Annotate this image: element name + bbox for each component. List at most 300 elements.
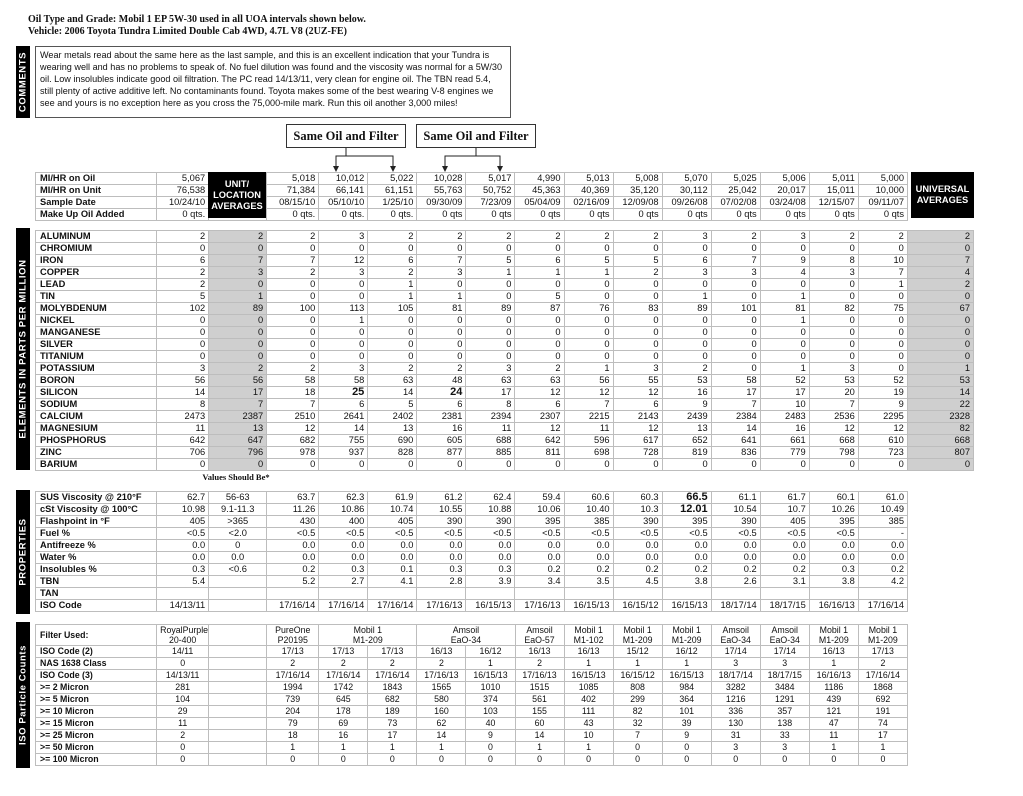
history-value: 105 — [368, 303, 417, 315]
history-value: 3 — [809, 267, 858, 279]
history-value: 819 — [662, 447, 711, 459]
history-value: 1 — [662, 291, 711, 303]
current-value: 0 — [157, 327, 209, 339]
history-value: 641 — [711, 435, 760, 447]
property-label: Flashpoint in °F — [36, 516, 157, 528]
history-value: 0 qts — [515, 209, 564, 221]
history-value: 0 — [368, 327, 417, 339]
history-value: 0.0 — [515, 552, 564, 564]
history-value: 1 — [809, 658, 858, 670]
history-value: 09/11/07 — [858, 197, 907, 209]
universal-average: 807 — [907, 447, 973, 459]
info-table — [35, 172, 908, 221]
history-value: 81 — [760, 303, 809, 315]
values-should-be: <0.6 — [209, 564, 267, 576]
history-value: 3.5 — [564, 576, 613, 588]
history-value: 17/13 — [858, 646, 907, 658]
history-value: 7 — [858, 267, 907, 279]
history-value — [711, 588, 760, 600]
history-value: 0 — [564, 279, 613, 291]
history-value: 0 — [319, 291, 368, 303]
current-value: 102 — [157, 303, 209, 315]
history-value: 0 — [466, 327, 515, 339]
history-value: 10.26 — [809, 504, 858, 516]
history-value: 16/15/13 — [564, 600, 613, 612]
particle-label: >= 50 Micron — [36, 742, 157, 754]
history-value: 76 — [564, 303, 613, 315]
history-value: 0 — [662, 327, 711, 339]
history-value: 0 — [417, 327, 466, 339]
history-value — [858, 588, 907, 600]
history-value: 739 — [267, 694, 319, 706]
filter-model: M1-209 — [671, 635, 702, 645]
history-value: 14 — [368, 387, 417, 399]
history-value: 60.6 — [564, 492, 613, 504]
history-value: 17/14 — [711, 646, 760, 658]
history-value: 2 — [613, 231, 662, 243]
unit-average: 0 — [209, 327, 267, 339]
property-row — [36, 552, 908, 564]
history-value: 6 — [515, 255, 564, 267]
values-should-be: 0 — [209, 540, 267, 552]
history-value: 3 — [809, 363, 858, 375]
history-value: 0 — [564, 339, 613, 351]
element-label: NICKEL — [36, 315, 157, 327]
history-value: 0 — [662, 243, 711, 255]
history-value: 0 — [858, 351, 907, 363]
history-value: 1/25/10 — [368, 197, 417, 209]
history-value: 7 — [564, 399, 613, 411]
history-value: 10.86 — [319, 504, 368, 516]
history-value: 0.3 — [466, 564, 515, 576]
history-value: 0 — [515, 315, 564, 327]
history-value: 3 — [319, 363, 368, 375]
element-label: SODIUM — [36, 399, 157, 411]
history-value: 60.1 — [809, 492, 858, 504]
history-value: <0.5 — [809, 528, 858, 540]
current-value — [157, 588, 209, 600]
history-value: 02/16/09 — [564, 197, 613, 209]
history-value: <0.5 — [417, 528, 466, 540]
history-value: 0 — [515, 339, 564, 351]
element-label: LEAD — [36, 279, 157, 291]
history-value: 50,752 — [466, 185, 515, 197]
history-value: 6 — [515, 399, 564, 411]
history-value: 2384 — [711, 411, 760, 423]
history-value: 7 — [267, 399, 319, 411]
element-row — [36, 399, 974, 411]
current-value: 2 — [157, 267, 209, 279]
history-value: 5,022 — [368, 173, 417, 185]
history-value: 14 — [417, 730, 466, 742]
history-value: 35,120 — [613, 185, 662, 197]
history-value: 1 — [515, 267, 564, 279]
history-value: 400 — [319, 516, 368, 528]
history-value: 0 — [809, 243, 858, 255]
history-value: 5 — [368, 399, 417, 411]
universal-average: 4 — [907, 267, 973, 279]
history-value: 6 — [319, 399, 368, 411]
history-value: 0.0 — [417, 540, 466, 552]
history-value: 17/13 — [368, 646, 417, 658]
history-value: 60.3 — [613, 492, 662, 504]
history-value: 10.06 — [515, 504, 564, 516]
history-value: <0.5 — [760, 528, 809, 540]
unit-average: 2 — [209, 231, 267, 243]
filter-brand: Mobil 1 — [868, 625, 898, 635]
history-value: 17/16/14 — [267, 670, 319, 682]
element-label: TIN — [36, 291, 157, 303]
history-value: 5 — [466, 255, 515, 267]
elements-table — [35, 230, 974, 471]
history-value: 20,017 — [760, 185, 809, 197]
history-value: 0 — [662, 742, 711, 754]
history-value: 3.1 — [760, 576, 809, 588]
history-value: 0 — [613, 279, 662, 291]
history-value: 0 — [564, 754, 613, 766]
history-value: 1 — [368, 742, 417, 754]
current-value: 0 qts. — [157, 209, 209, 221]
history-value: 14 — [515, 730, 564, 742]
current-value: 11 — [157, 718, 209, 730]
history-value: 16 — [760, 423, 809, 435]
history-value: 0 — [564, 459, 613, 471]
history-value: 138 — [760, 718, 809, 730]
history-value: 1 — [613, 658, 662, 670]
property-row — [36, 492, 908, 504]
element-row — [36, 279, 974, 291]
info-row — [36, 173, 908, 185]
history-value: 2 — [417, 363, 466, 375]
history-value: 688 — [466, 435, 515, 447]
history-value: 0.0 — [858, 552, 907, 564]
history-value: 3.4 — [515, 576, 564, 588]
history-value: 336 — [711, 706, 760, 718]
history-value: 10.3 — [613, 504, 662, 516]
history-value: 61.7 — [760, 492, 809, 504]
history-value: 0 — [564, 291, 613, 303]
history-value: 10,012 — [319, 173, 368, 185]
history-value: 0 — [319, 243, 368, 255]
history-value: 2.8 — [417, 576, 466, 588]
history-value: 3 — [466, 363, 515, 375]
history-value: 0 — [662, 279, 711, 291]
unit-average: 796 — [209, 447, 267, 459]
history-value: 0.0 — [267, 552, 319, 564]
history-value: 18/17/14 — [711, 600, 760, 612]
history-value: 0 — [662, 351, 711, 363]
history-value: 16/13 — [417, 646, 466, 658]
history-value: 0 — [417, 243, 466, 255]
element-label: CALCIUM — [36, 411, 157, 423]
history-value: 0 — [858, 363, 907, 375]
history-value: 6 — [417, 399, 466, 411]
current-value: 8 — [157, 399, 209, 411]
history-value: 580 — [417, 694, 466, 706]
history-value: 89 — [466, 303, 515, 315]
history-value: 0 — [267, 327, 319, 339]
history-value: 3.8 — [662, 576, 711, 588]
history-value: 0 — [417, 339, 466, 351]
history-value: 07/02/08 — [711, 197, 760, 209]
history-value: 2 — [809, 231, 858, 243]
history-value: 1994 — [267, 682, 319, 694]
history-value: 0 — [613, 459, 662, 471]
history-value: 05/04/09 — [515, 197, 564, 209]
history-value — [515, 588, 564, 600]
current-value: 0.0 — [157, 552, 209, 564]
history-value: 0 qts — [417, 209, 466, 221]
history-value: 0 — [711, 351, 760, 363]
values-should-be — [209, 600, 267, 612]
history-value: 610 — [858, 435, 907, 447]
history-value: 0 — [466, 339, 515, 351]
particle-row — [36, 706, 908, 718]
spacer — [209, 706, 267, 718]
universal-average: 0 — [907, 327, 973, 339]
spacer — [209, 754, 267, 766]
values-should-be-label: Values Should Be* — [202, 472, 270, 482]
current-value: 281 — [157, 682, 209, 694]
property-row — [36, 528, 908, 540]
filter-brand: Mobil 1 — [819, 625, 848, 635]
history-value: 1565 — [417, 682, 466, 694]
history-value: 0.0 — [564, 540, 613, 552]
properties-side-label: PROPERTIES — [16, 490, 30, 614]
history-value: 20 — [809, 387, 858, 399]
history-value: 10,028 — [417, 173, 466, 185]
current-value: 10/24/10 — [157, 197, 209, 209]
history-value: 3 — [662, 231, 711, 243]
history-value: 3 — [662, 267, 711, 279]
history-value: 12 — [515, 423, 564, 435]
current-value: 11 — [157, 423, 209, 435]
history-value: 2 — [515, 363, 564, 375]
history-value: 0 — [515, 327, 564, 339]
history-value: 17/16/14 — [368, 670, 417, 682]
history-value: 12 — [267, 423, 319, 435]
history-value: 0 — [466, 291, 515, 303]
universal-average: 0 — [907, 351, 973, 363]
history-value: 0.0 — [368, 552, 417, 564]
history-value: 0 — [809, 279, 858, 291]
history-value: 828 — [368, 447, 417, 459]
element-label: SILICON — [36, 387, 157, 399]
current-value: 3 — [157, 363, 209, 375]
history-value: 0 — [267, 754, 319, 766]
element-row — [36, 351, 974, 363]
info-row — [36, 185, 908, 197]
element-row — [36, 243, 974, 255]
particle-label: >= 5 Micron — [36, 694, 157, 706]
history-value: 113 — [319, 303, 368, 315]
history-value: 395 — [809, 516, 858, 528]
history-value: 690 — [368, 435, 417, 447]
unit-location-averages-header: UNIT/ LOCATION AVERAGES — [208, 172, 266, 218]
universal-average: 7 — [907, 255, 973, 267]
current-value: 5,067 — [157, 173, 209, 185]
history-value: 0 — [319, 339, 368, 351]
current-value: 14/13/11 — [157, 600, 209, 612]
history-value: 3 — [711, 658, 760, 670]
history-value: 0 — [711, 327, 760, 339]
history-value: 12 — [515, 387, 564, 399]
history-value: 111 — [564, 706, 613, 718]
history-value: 0 qts — [613, 209, 662, 221]
property-label: TAN — [36, 588, 157, 600]
history-value: 10,000 — [858, 185, 907, 197]
history-value: 10.88 — [466, 504, 515, 516]
history-value: 9 — [858, 399, 907, 411]
element-row — [36, 231, 974, 243]
history-value: 395 — [515, 516, 564, 528]
filter-cell — [564, 625, 613, 646]
history-value: 728 — [613, 447, 662, 459]
history-value: 836 — [711, 447, 760, 459]
history-value: 0 — [417, 351, 466, 363]
history-value: 5,006 — [760, 173, 809, 185]
unit-average: 3 — [209, 267, 267, 279]
history-value: 390 — [466, 516, 515, 528]
history-value: 1 — [858, 742, 907, 754]
history-value: 0 — [662, 459, 711, 471]
history-value: 642 — [515, 435, 564, 447]
history-value: 191 — [858, 706, 907, 718]
values-should-be: 0.0 — [209, 552, 267, 564]
history-value: 755 — [319, 435, 368, 447]
history-value: 0 — [858, 459, 907, 471]
history-value: 0.0 — [319, 540, 368, 552]
particle-label: >= 25 Micron — [36, 730, 157, 742]
history-value: 5,008 — [613, 173, 662, 185]
history-value: 3 — [760, 658, 809, 670]
history-value: 3.9 — [466, 576, 515, 588]
history-value: 682 — [368, 694, 417, 706]
filter-model: P20195 — [277, 635, 308, 645]
history-value: 0 qts — [711, 209, 760, 221]
history-value: 0 — [809, 459, 858, 471]
history-value: 10 — [564, 730, 613, 742]
history-value: 103 — [466, 706, 515, 718]
history-value: 12 — [319, 255, 368, 267]
current-value: 0 — [157, 754, 209, 766]
history-value: 1742 — [319, 682, 368, 694]
filter-cell — [319, 625, 417, 646]
universal-average: 0 — [907, 315, 973, 327]
filter-brand: Mobil 1 — [574, 625, 603, 635]
particle-label: NAS 1638 Class — [36, 658, 157, 670]
history-value: 605 — [417, 435, 466, 447]
history-value — [267, 588, 319, 600]
particle-row — [36, 646, 908, 658]
unit-average: 7 — [209, 399, 267, 411]
current-filter — [157, 625, 209, 646]
history-value: 55,763 — [417, 185, 466, 197]
history-value: 1 — [267, 742, 319, 754]
history-value: 2510 — [267, 411, 319, 423]
history-value: 2641 — [319, 411, 368, 423]
callout-arrows — [0, 0, 1023, 200]
particle-row — [36, 730, 908, 742]
history-value: 0 — [319, 327, 368, 339]
universal-average: 2 — [907, 231, 973, 243]
unit-average: 0 — [209, 459, 267, 471]
property-label: TBN — [36, 576, 157, 588]
history-value: 05/10/10 — [319, 197, 368, 209]
element-label: COPPER — [36, 267, 157, 279]
history-value: 661 — [760, 435, 809, 447]
history-value: 53 — [662, 375, 711, 387]
history-value: 25 — [319, 387, 368, 399]
history-value: 0.0 — [760, 552, 809, 564]
universal-average: 2 — [907, 279, 973, 291]
spacer — [209, 646, 267, 658]
universal-average: 14 — [907, 387, 973, 399]
history-value: 0.0 — [662, 540, 711, 552]
unit-average: 2 — [209, 363, 267, 375]
history-value: 101 — [662, 706, 711, 718]
particle-row — [36, 754, 908, 766]
history-value: 0.2 — [267, 564, 319, 576]
history-value: 1186 — [809, 682, 858, 694]
history-value: 0 qts. — [267, 209, 319, 221]
history-value: 2483 — [760, 411, 809, 423]
history-value: 402 — [564, 694, 613, 706]
history-value: 1 — [417, 742, 466, 754]
history-value: 17/16/14 — [858, 600, 907, 612]
history-value: 5,000 — [858, 173, 907, 185]
history-value: 61.9 — [368, 492, 417, 504]
current-value: 0 — [157, 351, 209, 363]
filter-cell — [613, 625, 662, 646]
history-value: 52 — [760, 375, 809, 387]
history-value: 0 — [515, 351, 564, 363]
particle-label: >= 15 Micron — [36, 718, 157, 730]
history-value: 808 — [613, 682, 662, 694]
history-value: 0 — [267, 291, 319, 303]
history-value: <0.5 — [267, 528, 319, 540]
history-value: 16/15/12 — [613, 670, 662, 682]
unit-average: 1 — [209, 291, 267, 303]
history-value: 58 — [267, 375, 319, 387]
history-value: 0.0 — [515, 540, 564, 552]
history-value: 69 — [319, 718, 368, 730]
property-row — [36, 600, 908, 612]
history-value: 55 — [613, 375, 662, 387]
history-value: 937 — [319, 447, 368, 459]
history-value: 2 — [711, 231, 760, 243]
history-value: 17/16/13 — [515, 600, 564, 612]
history-value: 17 — [760, 387, 809, 399]
history-value: 16/12 — [662, 646, 711, 658]
history-value: 0 — [417, 279, 466, 291]
comments-side-label: COMMENTS — [16, 46, 30, 118]
history-value: 357 — [760, 706, 809, 718]
current-value: 10.98 — [157, 504, 209, 516]
history-value: 160 — [417, 706, 466, 718]
history-value: 16/13 — [564, 646, 613, 658]
element-label: CHROMIUM — [36, 243, 157, 255]
history-value: 0 — [858, 754, 907, 766]
element-row — [36, 375, 974, 387]
values-should-be — [209, 588, 267, 600]
history-value — [466, 588, 515, 600]
history-value: 12 — [858, 423, 907, 435]
history-value: 0 — [368, 459, 417, 471]
history-value: 40,369 — [564, 185, 613, 197]
history-value: 16/16/13 — [809, 600, 858, 612]
history-value: 4.5 — [613, 576, 662, 588]
